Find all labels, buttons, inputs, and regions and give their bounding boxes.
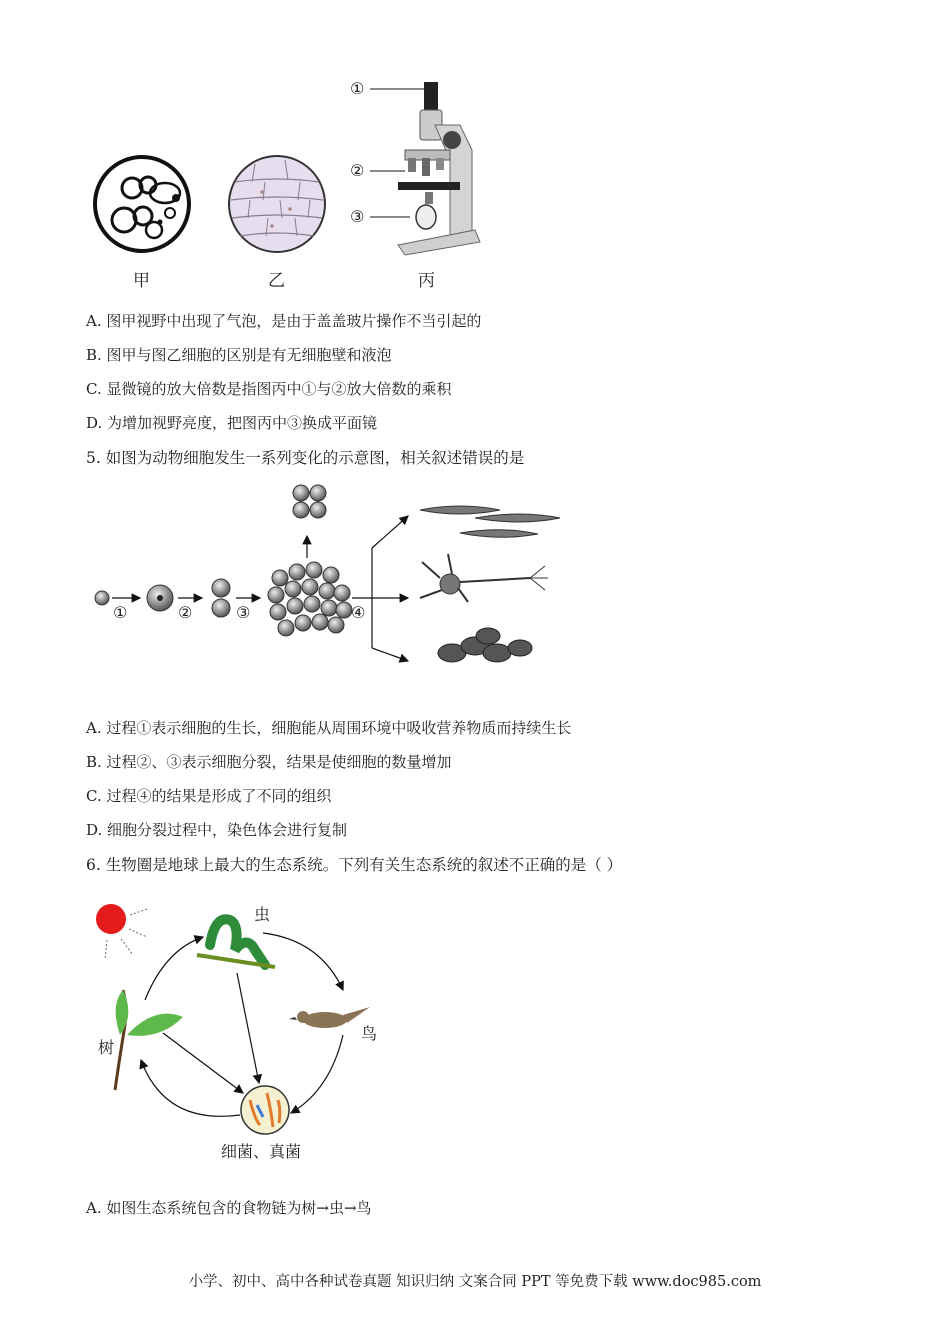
q4-option-b: B. 图甲与图乙细胞的区别是有无细胞壁和液泡 bbox=[86, 346, 392, 364]
q6-stem: 6. 生物圈是地球上最大的生态系统。下列有关生态系统的叙述不正确的是（ ） bbox=[86, 856, 623, 874]
q5-option-c: C. 过程④的结果是形成了不同的组织 bbox=[86, 787, 332, 805]
marker-3: ③ bbox=[350, 207, 365, 226]
q5-marker-4: ④ bbox=[351, 603, 366, 622]
q5-option-b: B. 过程②、③表示细胞分裂，结果是使细胞的数量增加 bbox=[86, 753, 452, 771]
marker-2: ② bbox=[350, 161, 365, 180]
label-insect: 虫 bbox=[254, 905, 271, 924]
q5-marker-2: ② bbox=[178, 603, 193, 622]
q5-stem: 5. 如图为动物细胞发生一系列变化的示意图，相关叙述错误的是 bbox=[86, 449, 525, 467]
caption-yi: 乙 bbox=[268, 271, 285, 291]
caption-jia: 甲 bbox=[133, 271, 150, 291]
label-bird: 鸟 bbox=[361, 1024, 378, 1043]
q6-option-a: A. 如图生态系统包含的食物链为树→虫→鸟 bbox=[86, 1199, 372, 1217]
view-jia-drawing bbox=[95, 157, 189, 251]
q4-option-a: A. 图甲视野中出现了气泡，是由于盖盖玻片操作不当引起的 bbox=[86, 312, 482, 330]
label-tree: 树 bbox=[98, 1038, 115, 1057]
view-yi-drawing bbox=[229, 156, 325, 252]
q5-marker-1: ① bbox=[113, 603, 128, 622]
q4-option-d: D. 为增加视野亮度，把图丙中③换成平面镜 bbox=[86, 414, 378, 432]
caption-bing: 丙 bbox=[418, 271, 435, 291]
marker-1: ① bbox=[350, 79, 365, 98]
q5-option-a: A. 过程①表示细胞的生长，细胞能从周围环境中吸收营养物质而持续生长 bbox=[86, 719, 572, 737]
figure-cell-changes bbox=[90, 478, 570, 678]
label-decomposer: 细菌、真菌 bbox=[221, 1142, 302, 1161]
view-bing-drawing bbox=[370, 82, 480, 255]
q5-marker-3: ③ bbox=[236, 603, 251, 622]
page-footer: 小学、初中、高中各种试卷真题 知识归纳 文案合同 PPT 等免费下载 www.doc985.com bbox=[188, 1274, 762, 1290]
q4-option-c: C. 显微镜的放大倍数是指图丙中①与②放大倍数的乘积 bbox=[86, 380, 452, 398]
q5-option-d: D. 细胞分裂过程中，染色体会进行复制 bbox=[86, 821, 348, 839]
figure-ecosystem bbox=[85, 895, 405, 1160]
figure-microscope bbox=[80, 70, 500, 295]
